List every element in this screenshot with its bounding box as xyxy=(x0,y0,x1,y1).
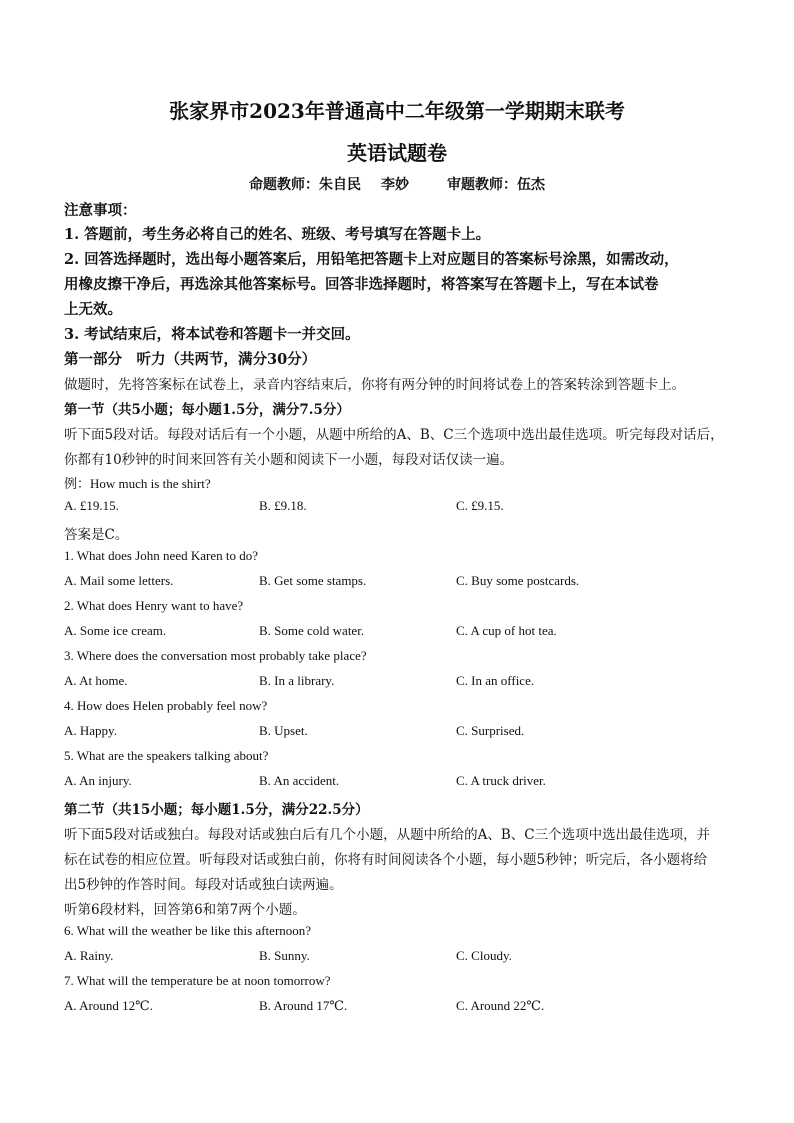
q2-option-b: B. Some cold water. xyxy=(259,623,365,638)
exam-subtitle: 英语试题卷 xyxy=(347,141,447,165)
q2-option-c: C. A cup of hot tea. xyxy=(456,623,557,638)
question-1: 1. What does John need Karen to do? xyxy=(64,548,258,563)
exam-title: 张家界市2023年普通高中二年级第一学期期末联考 xyxy=(169,99,625,123)
q5-option-b: B. An accident. xyxy=(259,773,340,788)
setter-2: 李妙 xyxy=(381,177,409,193)
section2-instr-b: 标在试卷的相应位置。听每段对话或独白前，你将有时间阅读各个小题，每小题5秒钟；听完后，各小题将给 xyxy=(64,852,708,868)
q6-option-a: A. Rainy. xyxy=(64,948,114,963)
q7-option-b: B. Around 17℃. xyxy=(259,998,348,1013)
example-question: 例：How much is the shirt? xyxy=(64,476,211,491)
example-answer: 答案是C。 xyxy=(64,527,129,543)
question-6: 6. What will the weather be like this afternoon? xyxy=(64,923,312,938)
authors-line xyxy=(0,174,794,194)
q4-option-b: B. Upset. xyxy=(259,723,308,738)
question-3: 3. Where does the conversation most probably take place? xyxy=(64,648,367,663)
section1-instr-a: 听下面5段对话。每段对话后有一个小题，从题中所给的A、B、C三个选项中选出最佳选项。听完每段对话后， xyxy=(64,427,724,443)
note-2c: 上无效。 xyxy=(64,301,122,318)
q1-option-a: A. Mail some letters. xyxy=(64,573,174,588)
section2-instr-a: 听下面5段对话或独白。每段对话或独白后有几个小题，从题中所给的A、B、C三个选项中选出最佳选项，并 xyxy=(64,827,711,843)
example-option-b: B. £9.18. xyxy=(259,498,307,513)
question-4: 4. How does Helen probably feel now? xyxy=(64,698,268,713)
q5-option-a: A. An injury. xyxy=(64,773,132,788)
material-6-instr: 听第6段材料，回答第6和第7两个小题。 xyxy=(64,902,306,918)
example-option-c: C. £9.15. xyxy=(456,498,504,513)
question-2: 2. What does Henry want to have? xyxy=(64,598,244,613)
section1-heading: 第一节（共5小题；每小题1.5分，满分7.5分） xyxy=(64,402,350,418)
q1-option-b: B. Get some stamps. xyxy=(259,573,367,588)
reviewer-label: 审题教师：伍杰 xyxy=(447,177,545,193)
q3-option-c: C. In an office. xyxy=(456,673,535,688)
q3-option-a: A. At home. xyxy=(64,673,128,688)
note-2a: 2. 回答选择题时，选出每小题答案后，用铅笔把答题卡上对应题目的答案标号涂黑，如需改动， xyxy=(64,251,679,268)
q6-option-c: C. Cloudy. xyxy=(456,948,512,963)
part1-intro: 做题时，先将答案标在试卷上，录音内容结束后，你将有两分钟的时间将试卷上的答案转涂到答题卡上。 xyxy=(64,377,685,393)
notes-heading: 注意事项： xyxy=(64,202,137,219)
question-5: 5. What are the speakers talking about? xyxy=(64,748,269,763)
q4-option-c: C. Surprised. xyxy=(456,723,525,738)
note-1: 1. 答题前，考生务必将自己的姓名、班级、考号填写在答题卡上。 xyxy=(64,226,491,243)
question-7: 7. What will the temperature be at noon tomorrow? xyxy=(64,973,331,988)
section1-instr-b: 你都有10秒钟的时间来回答有关小题和阅读下一小题，每段对话仅读一遍。 xyxy=(64,452,514,468)
q4-option-a: A. Happy. xyxy=(64,723,117,738)
q6-option-b: B. Sunny. xyxy=(259,948,310,963)
q3-option-b: B. In a library. xyxy=(259,673,335,688)
section2-heading: 第二节（共15小题；每小题1.5分，满分22.5分） xyxy=(64,802,369,818)
q7-option-a: A. Around 12℃. xyxy=(64,998,153,1013)
setter-label: 命题教师：朱自民 xyxy=(249,177,361,193)
q1-option-c: C. Buy some postcards. xyxy=(456,573,580,588)
example-option-a: A. £19.15. xyxy=(64,498,119,513)
section2-instr-c: 出5秒钟的作答时间。每段对话或独白读两遍。 xyxy=(64,877,343,893)
note-2b: 用橡皮擦干净后，再选涂其他答案标号。回答非选择题时，将答案写在答题卡上，写在本试卷 xyxy=(64,276,659,293)
q5-option-c: C. A truck driver. xyxy=(456,773,546,788)
q7-option-c: C. Around 22℃. xyxy=(456,998,545,1013)
note-3: 3. 考试结束后，将本试卷和答题卡一并交回。 xyxy=(64,326,360,343)
q2-option-a: A. Some ice cream. xyxy=(64,623,167,638)
part1-heading: 第一部分 听力（共两节，满分30分） xyxy=(64,351,317,368)
